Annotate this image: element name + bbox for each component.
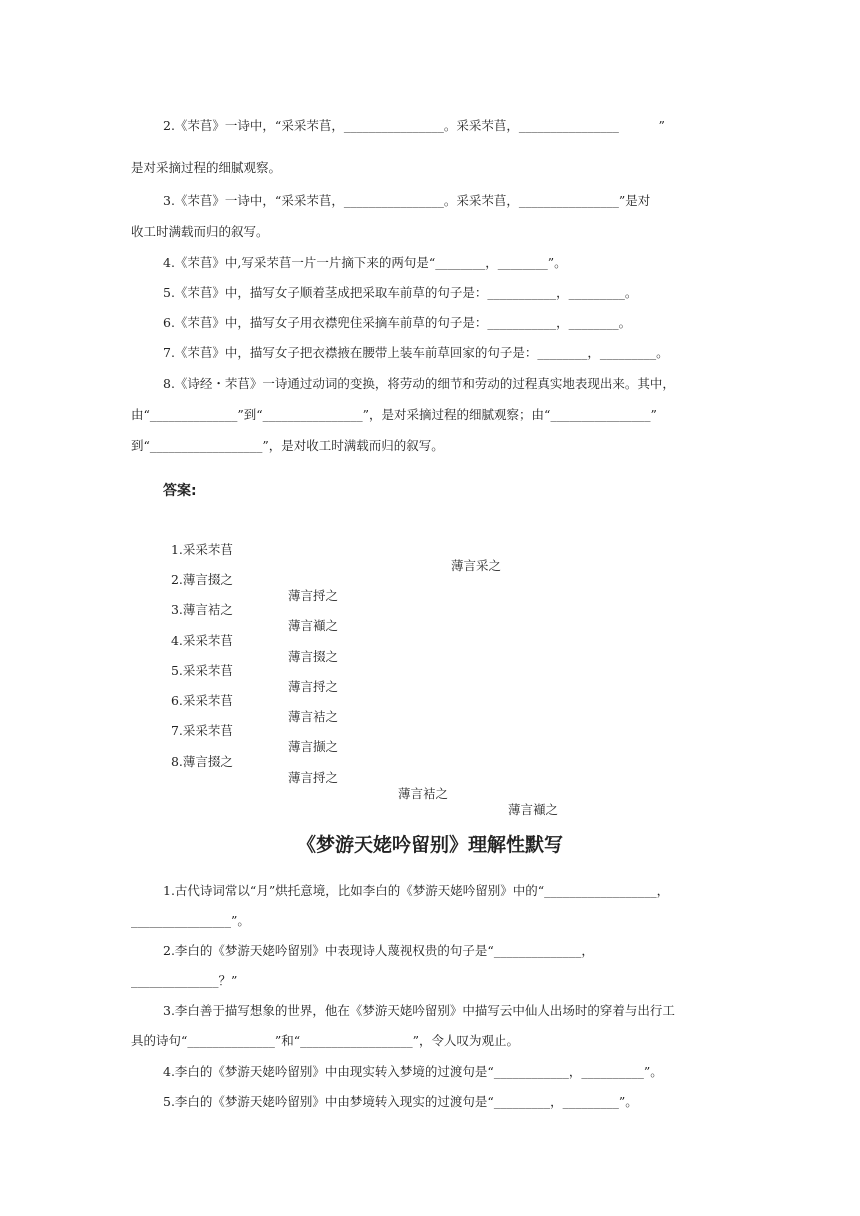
answer-cell: 薄言捋之	[288, 770, 339, 785]
answer-cell: 薄言襭之	[508, 802, 559, 817]
answer-cell: 薄言襭之	[288, 618, 339, 633]
answer-cell: 7.采采芣苢	[170, 723, 233, 738]
answer-cell: 薄言捋之	[288, 679, 339, 694]
answer-cell: 薄言采之	[451, 558, 502, 573]
answer-cell: 8.薄言掇之	[170, 754, 233, 769]
question-8-line3: 到“__________________”，是对收工时满载而归的叙写。	[131, 438, 444, 453]
question-2-line1: 2.李白的《梦游天姥吟留别》中表现诗人蔑视权贵的句子是“______________，	[163, 943, 594, 958]
question-2-line1: 2.《芣苢》一诗中，“采采芣苢，________________。采采芣苢，________________ ”	[163, 118, 665, 133]
section-title: 《梦游天姥吟留别》理解性默写	[296, 834, 563, 856]
answer-cell: 薄言袺之	[398, 786, 449, 801]
answer-cell: 6.采采芣苢	[170, 693, 233, 708]
question-2-line2: ______________？”	[131, 973, 238, 988]
answer-row	[163, 738, 583, 818]
question-2-line2: 是对采摘过程的细腻观察。	[131, 160, 282, 175]
answer-cell: 薄言袺之	[288, 709, 339, 724]
question-5: 5.李白的《梦游天姥吟留别》中由梦境转入现实的过渡句是“_________，_________”。	[163, 1094, 638, 1109]
question-3-line1: 3.《芣苢》一诗中，“采采芣苢，________________。采采芣苢，________________”是对	[163, 193, 651, 208]
question-5: 5.《芣苢》中，描写女子顺着茎成把采取车前草的句子是：___________，_________。	[163, 285, 638, 300]
question-3-line1: 3.李白善于描写想象的世界，他在《梦游天姥吟留别》中描写云中仙人出场时的穿着与出行工	[163, 1003, 675, 1018]
answer-cell: 2.薄言掇之	[170, 572, 233, 587]
answers-heading: 答案:	[163, 483, 197, 499]
question-6: 6.《芣苢》中，描写女子用衣襟兜住采摘车前草的句子是：___________，________。	[163, 315, 632, 330]
question-8-line2: 由“______________”到“________________”，是对采摘过程的细腻观察；由“________________”	[131, 407, 657, 422]
answer-cell: 薄言捋之	[288, 588, 339, 603]
question-1-line1: 1.古代诗词常以“月”烘托意境，比如李白的《梦游天姥吟留别》中的“__________________，	[163, 883, 670, 898]
answer-cell: 薄言掇之	[288, 649, 339, 664]
question-3-line2: 具的诗句“______________”和“__________________”，令人叹为观止。	[131, 1033, 520, 1048]
question-4: 4.李白的《梦游天姥吟留别》中由现实转入梦境的过渡句是“____________，__________”。	[163, 1064, 663, 1079]
question-3-line2: 收工时满载而归的叙写。	[131, 224, 269, 239]
answer-cell: 1.采采芣苢	[170, 542, 233, 557]
question-8-line1: 8.《诗经・芣苢》一诗通过动词的变换，将劳动的细节和劳动的过程真实地表现出来。其中，	[163, 376, 675, 391]
answer-cell: 薄言撷之	[288, 739, 339, 754]
question-1-line2: ________________”。	[131, 913, 250, 928]
answer-cell: 5.采采芣苢	[170, 663, 233, 678]
answer-cell: 3.薄言袺之	[170, 602, 233, 617]
question-4: 4.《芣苢》中,写采芣苢一片一片摘下来的两句是“________，________”。	[163, 255, 567, 270]
answer-cell: 4.采采芣苢	[170, 633, 233, 648]
question-7: 7.《芣苢》中，描写女子把衣襟掖在腰带上装车前草回家的句子是：________，_________。	[163, 345, 669, 360]
